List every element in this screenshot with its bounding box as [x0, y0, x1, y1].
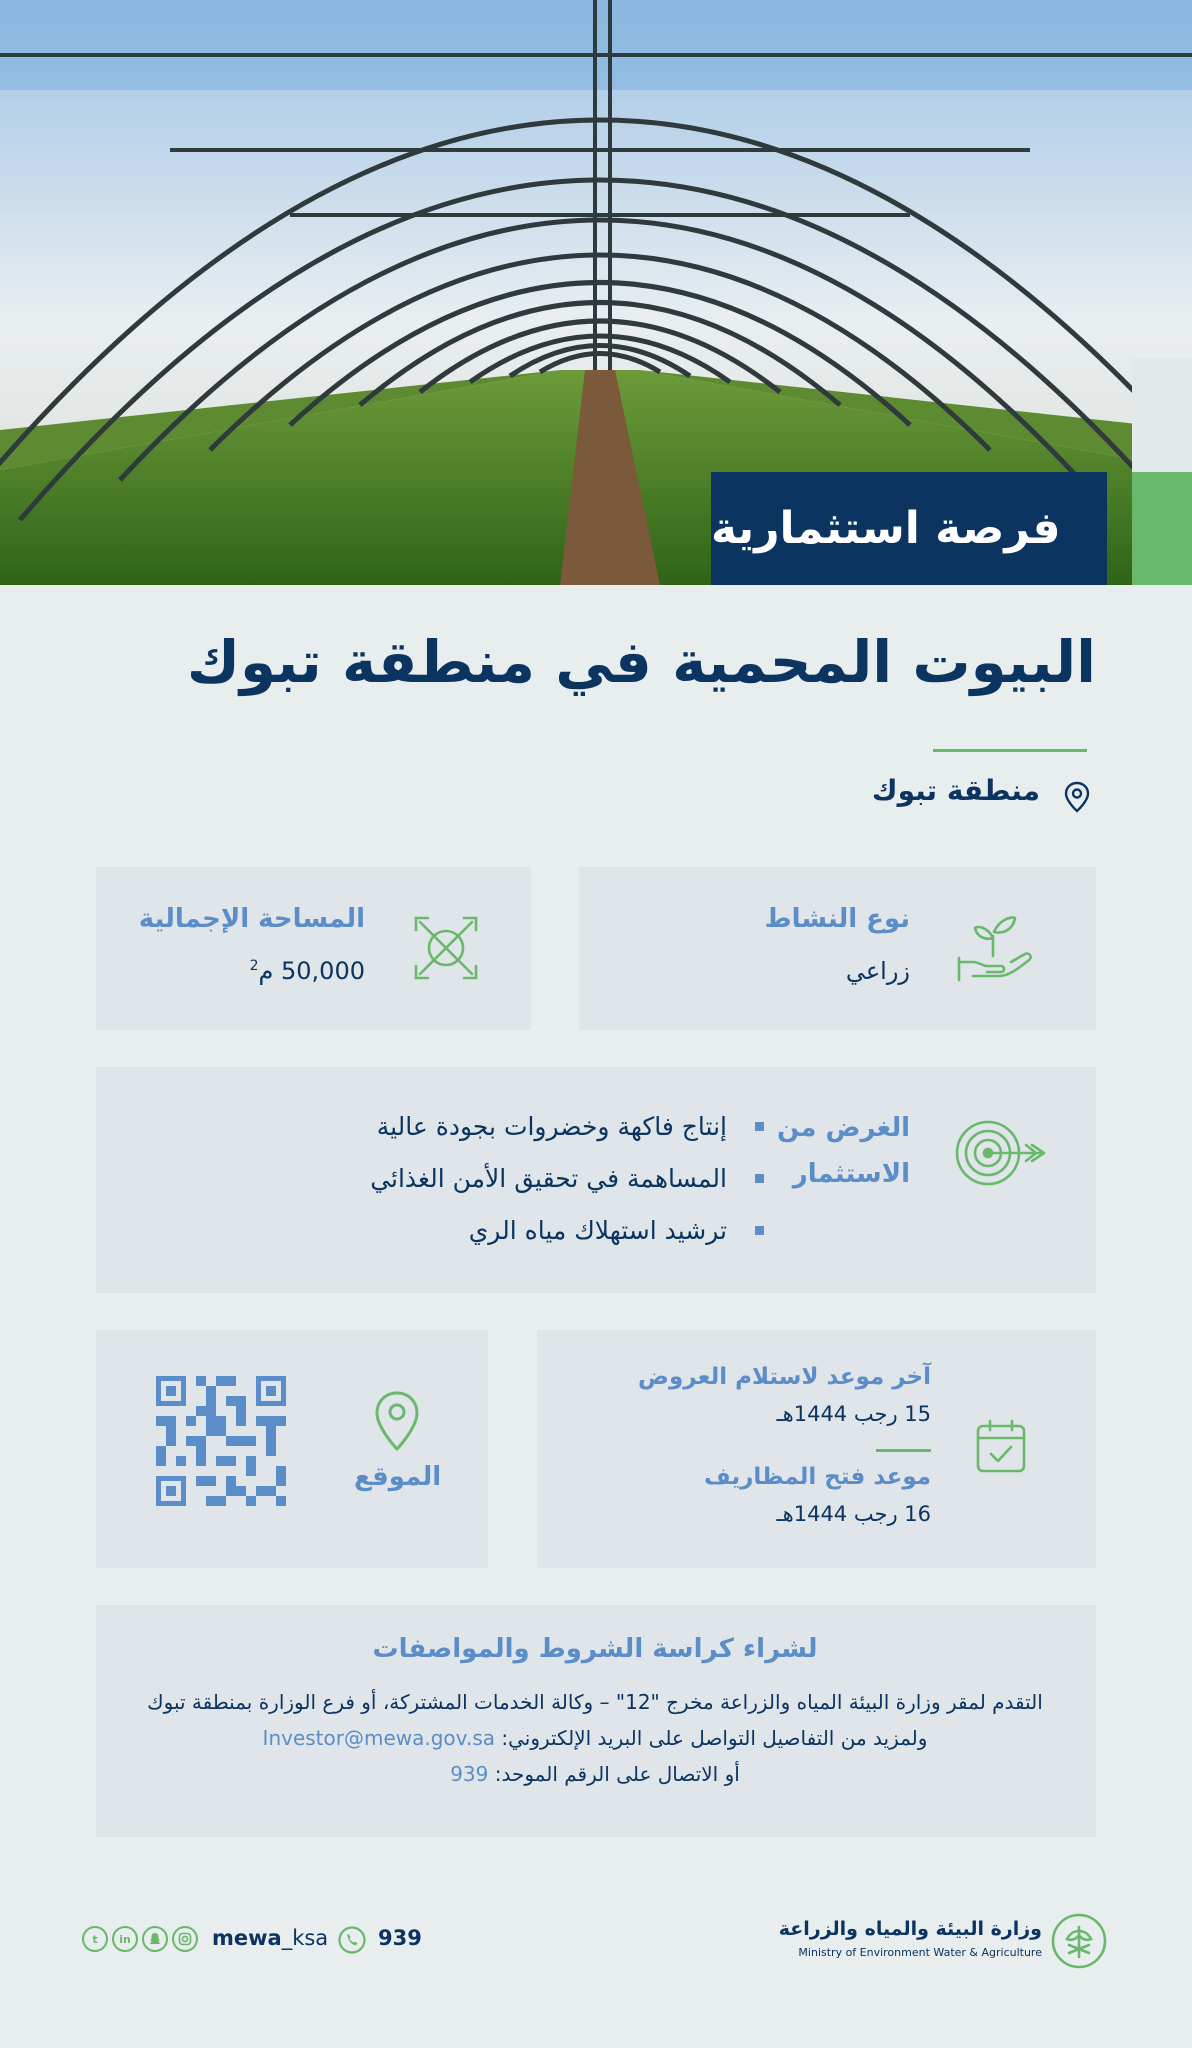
deadline-label: آخر موعد لاستلام العروض — [638, 1364, 931, 1390]
area-number: 50,000 م — [258, 957, 365, 985]
site-label: الموقع — [354, 1462, 442, 1492]
area-unit-sup: 2 — [249, 958, 259, 974]
map-pin-icon — [1064, 781, 1090, 817]
purpose-item-text: المساهمة في تحقيق الأمن الغذائي — [370, 1163, 727, 1193]
purpose-item-text: إنتاج فاكهة وخضروات بجودة عالية — [376, 1111, 727, 1141]
phone-icon — [338, 1926, 366, 1958]
email-link[interactable]: Investor@mewa.gov.sa — [262, 1726, 495, 1750]
list-item — [370, 1204, 764, 1256]
target-icon — [952, 1117, 1048, 1193]
list-item — [370, 1152, 764, 1204]
bullet-icon — [755, 1226, 764, 1235]
map-pin-icon — [374, 1390, 420, 1456]
purchase-line2 — [96, 1726, 1094, 1750]
activity-label: نوع النشاط — [764, 904, 910, 934]
phone-prompt: أو الاتصال على الرقم الموحد: — [488, 1762, 740, 1786]
accent-block-grey — [1132, 358, 1192, 472]
ministry-name-arabic: وزارة البيئة والمياه والزراعة — [778, 1918, 1042, 1940]
purpose-label-line2: الاستثمار — [792, 1159, 910, 1189]
handle-rest: _ksa — [281, 1926, 329, 1950]
ministry-logo — [1051, 1913, 1107, 1973]
handle-bold: mewa — [212, 1926, 282, 1950]
purpose-list — [370, 1100, 764, 1256]
ministry-name-english: Ministry of Environment Water & Agriculture — [798, 1946, 1042, 1959]
bullet-icon — [755, 1174, 764, 1183]
activity-card — [579, 867, 1096, 1030]
dates-card — [537, 1330, 1096, 1568]
dates-divider — [876, 1449, 931, 1452]
opening-value: 16 رجب 1444هـ — [776, 1502, 931, 1526]
activity-value: زراعي — [845, 957, 910, 985]
qr-code[interactable] — [156, 1376, 286, 1510]
page-title: البيوت المحمية في منطقة تبوك — [186, 628, 1096, 696]
title-divider — [933, 749, 1087, 752]
phone-number[interactable]: 939 — [450, 1762, 489, 1786]
hotline-number[interactable]: 939 — [378, 1926, 422, 1950]
email-prompt: ولمزيد من التفاصيل التواصل على البريد الإلكتروني: — [495, 1726, 928, 1750]
snapchat-icon[interactable] — [142, 1926, 168, 1952]
area-label: المساحة الإجمالية — [138, 904, 365, 934]
calendar-check-icon — [975, 1418, 1027, 1478]
area-value — [250, 957, 365, 985]
twitter-icon[interactable]: t — [82, 1926, 108, 1952]
site-card — [96, 1330, 488, 1568]
social-handle[interactable] — [212, 1926, 328, 1950]
linkedin-icon[interactable]: in — [112, 1926, 138, 1952]
purpose-item-text: ترشيد استهلاك مياه الري — [468, 1215, 727, 1245]
opportunity-banner: فرصة استثمارية — [711, 472, 1107, 585]
opening-label: موعد فتح المظاريف — [704, 1464, 931, 1490]
purpose-label-line1: الغرض من — [776, 1113, 910, 1143]
expand-area-icon — [412, 914, 480, 986]
list-item — [370, 1100, 764, 1152]
purchase-line3 — [96, 1762, 1094, 1786]
area-card — [96, 867, 531, 1030]
bullet-icon — [755, 1122, 764, 1131]
plant-in-hand-icon — [957, 912, 1035, 988]
purchase-line1: التقدم لمقر وزارة البيئة المياه والزراعة مخرج "12" – وكالة الخدمات المشتركة، أو فرع الوزارة بمنطقة تبوك — [147, 1690, 1043, 1714]
instagram-icon[interactable] — [172, 1926, 198, 1952]
deadline-value: 15 رجب 1444هـ — [776, 1402, 931, 1426]
location-text: منطقة تبوك — [871, 774, 1040, 807]
accent-block-green — [1132, 472, 1192, 585]
purchase-title: لشراء كراسة الشروط والمواصفات — [372, 1634, 818, 1664]
